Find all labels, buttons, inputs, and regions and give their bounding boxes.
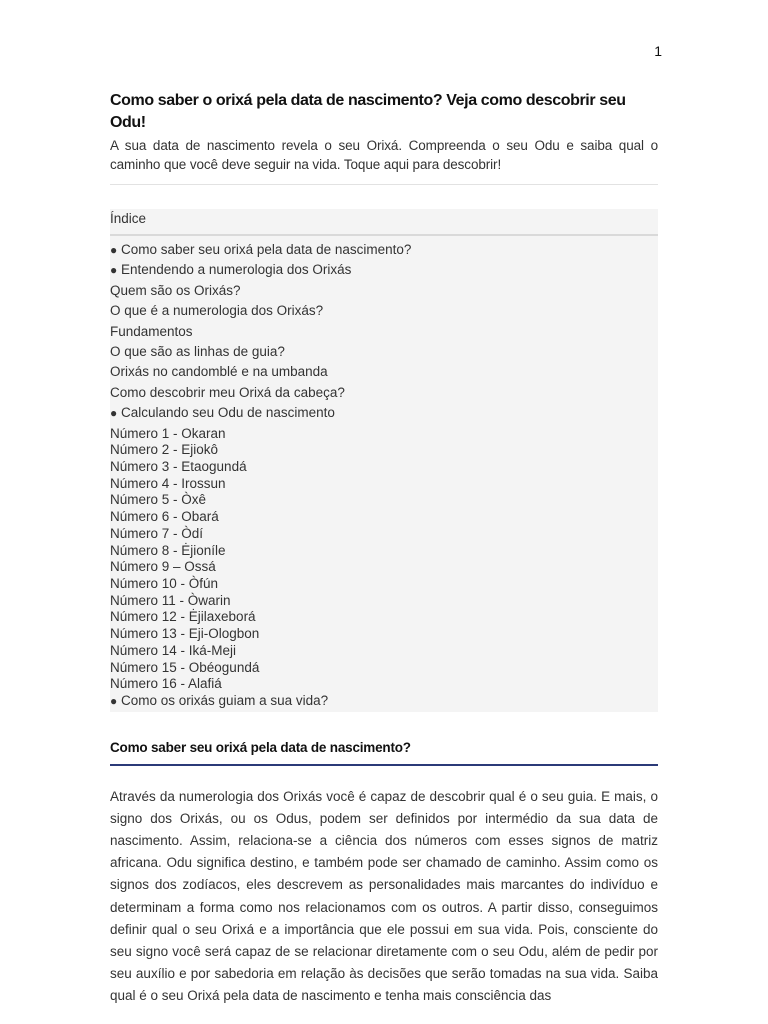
toc-link[interactable] [110, 693, 658, 710]
toc-link-number[interactable]: Número 8 - Ėjioníle [110, 542, 226, 558]
bullet-icon: ● [110, 693, 118, 708]
article [110, 90, 658, 1008]
toc-list [110, 240, 658, 710]
toc-link[interactable]: Fundamentos [110, 323, 193, 339]
toc-link-number[interactable]: Número 7 - Òdí [110, 525, 204, 541]
toc-header: Índice [110, 209, 658, 236]
toc-link-number[interactable]: Número 2 - Ejiokô [110, 442, 219, 458]
toc-link[interactable]: O que é a numerologia dos Orixás? [110, 303, 324, 319]
toc-link[interactable] [110, 403, 658, 423]
odu-number-list [110, 426, 658, 710]
bullet-icon: ● [110, 243, 118, 257]
toc-link-number[interactable]: Número 6 - Obará [110, 509, 219, 525]
toc-link-number[interactable]: Número 14 - Iká-Meji [110, 642, 237, 658]
toc-link-label: Entendendo a numerologia dos Orixás [121, 262, 352, 278]
toc-link-label: Como os orixás guiam a sua vida? [121, 692, 329, 708]
article-title: Como saber o orixá pela data de nascimento? Veja como descobrir seu Odu! [110, 92, 626, 131]
toc-link-number[interactable]: Número 13 - Eji-Ologbon [110, 626, 260, 642]
toc-link[interactable]: O que são as linhas de guia? [110, 344, 285, 360]
page-number: 1 [654, 43, 662, 59]
toc-link-number[interactable]: Número 10 - Òfún [110, 575, 219, 591]
toc-link-number[interactable]: Número 11 - Òwarin [110, 592, 231, 608]
toc-link-label: Como saber seu orixá pela data de nascimento? [121, 242, 412, 257]
toc-link-number[interactable]: Número 5 - Òxê [110, 492, 207, 508]
toc-link[interactable]: Orixás no candomblé e na umbanda [110, 364, 328, 380]
section-body: Através da numerologia dos Orixás você é capaz de descobrir qual é o seu guia. E mais, o signo dos Orixás, ou os Odus, podem ser definidos por intermédio da sua data de nascimento. Assim, relaciona-se a ciência dos números com esses signos de matriz africana. Odu significa destino, e também pode ser chamado de caminho. Assim como os signos dos zodíacos, eles descrevem as personalidades mais marcantes do indivíduo e determinam a forma como nos relacionamos com os outros. A partir disso, conseguimos definir qual o seu Orixá e a importância que ele possui em sua vida. Pois, consciente do seu signo você será capaz de se relacionar diretamente com o seu Odu, além de pedir por seu auxílio e por sabedoria em relação às decisões que serão tomadas na sua vida. Saiba qual é o seu Orixá pela data de nascimento e tenha mais consciência das [110, 788, 658, 1004]
toc-link[interactable] [110, 260, 658, 280]
toc-link[interactable]: Como descobrir meu Orixá da cabeça? [110, 384, 345, 400]
toc-link-number[interactable]: Número 1 - Okaran [110, 425, 226, 441]
bullet-icon: ● [110, 263, 118, 278]
toc-link-number[interactable]: Número 12 - Ėjilaxeborá [110, 609, 256, 625]
bullet-icon: ● [110, 406, 118, 421]
toc-link[interactable]: Quem são os Orixás? [110, 282, 241, 298]
toc-link[interactable] [110, 240, 658, 260]
divider [110, 184, 658, 185]
toc-link-number[interactable]: Número 16 - Alafiá [110, 676, 222, 692]
table-of-contents [110, 209, 658, 712]
toc-link-number[interactable]: Número 4 - Irossun [110, 475, 226, 491]
toc-link-number[interactable]: Número 15 - Obéogundá [110, 659, 260, 675]
section-heading: Como saber seu orixá pela data de nascimento? [110, 740, 658, 766]
toc-link-label: Calculando seu Odu de nascimento [121, 405, 335, 421]
toc-link-number[interactable]: Número 9 – Ossá [110, 559, 216, 575]
article-intro: A sua data de nascimento revela o seu Orixá. Compreenda o seu Odu e saiba qual o caminho que você deve seguir na vida. Toque aqui para descobrir! [110, 138, 658, 172]
toc-link-number[interactable]: Número 3 - Etaogundá [110, 459, 247, 475]
